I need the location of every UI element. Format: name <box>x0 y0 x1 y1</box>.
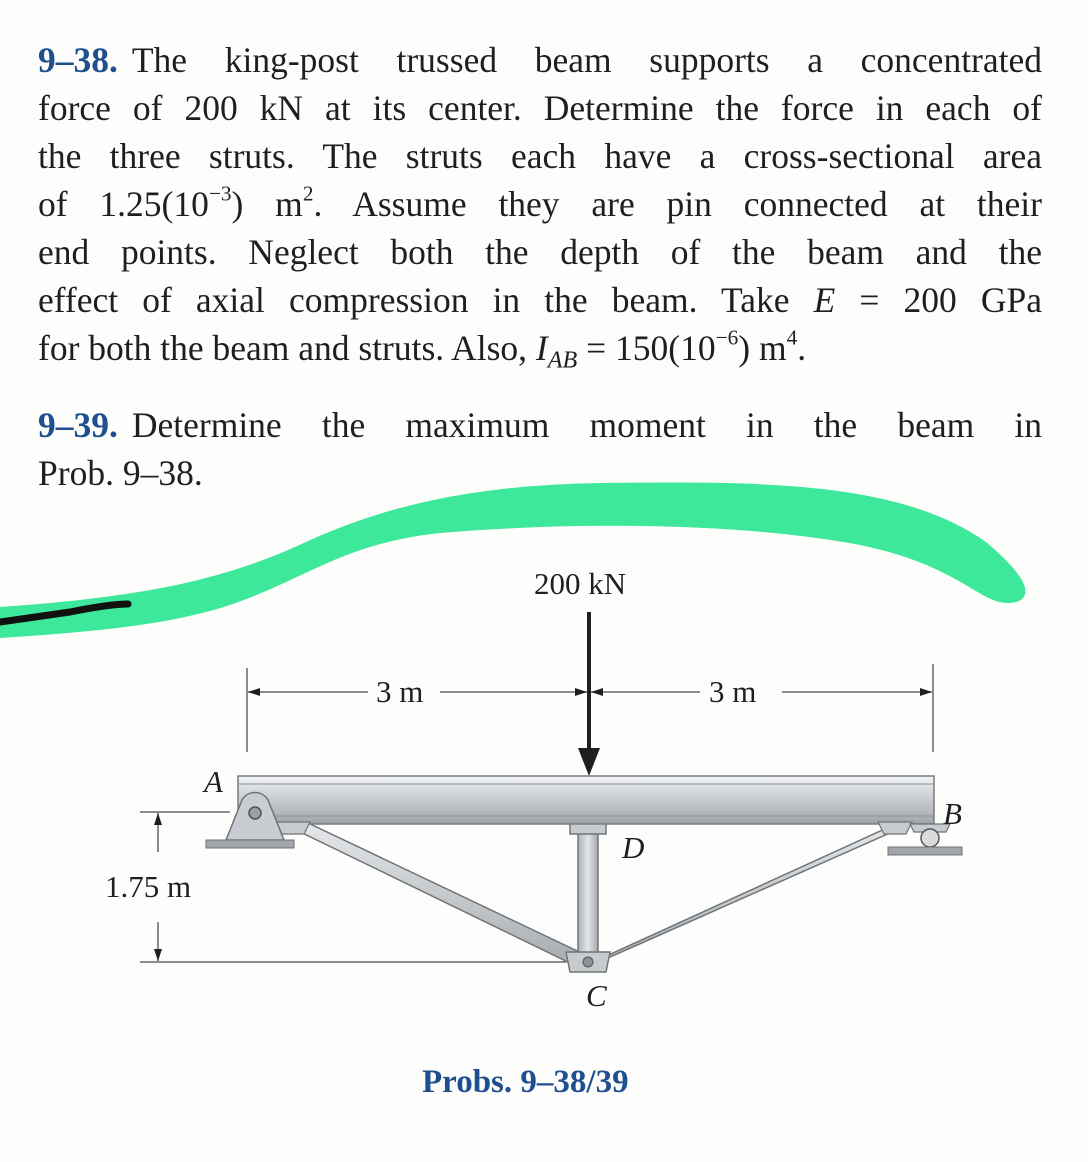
strut-right-lug <box>878 822 912 834</box>
area-unit-exponent: 2 <box>302 181 314 206</box>
label-d: D <box>622 830 645 865</box>
pin-a <box>249 807 261 819</box>
beam-ab <box>238 776 934 824</box>
p938-line-4 <box>38 180 1042 228</box>
i-period: . <box>797 328 807 368</box>
figure-caption: Probs. 9–38/39 <box>422 1064 629 1100</box>
p939-line-2: Prob. 9–38. <box>38 453 203 493</box>
text-line: for both the beam and struts. Also, <box>38 328 528 368</box>
text-line: The king-post trussed beam supports a concentrated <box>131 40 1042 80</box>
truss-figure <box>0 470 1088 1162</box>
span-left-label: 3 m <box>376 674 424 709</box>
strut-left <box>288 822 592 966</box>
i-unit-exponent: 4 <box>786 325 798 350</box>
ground-b <box>888 847 962 855</box>
area-period: . <box>313 184 323 224</box>
i-subscript <box>548 347 577 374</box>
ground-a <box>206 840 294 848</box>
i-value-suffix: ) m <box>738 328 787 368</box>
problem-9-38 <box>38 36 1042 372</box>
load-label: 200 kN <box>534 566 627 601</box>
span-right-label: 3 m <box>709 674 757 709</box>
p938-line-3: the three struts. The struts each have a cross-sectional area <box>38 136 1042 176</box>
p938-line-1 <box>38 36 1042 84</box>
problem-number: 9–38. <box>38 40 118 80</box>
text-line: effect of axial compression in the beam. Take <box>38 280 790 320</box>
area-exponent: −3 <box>208 181 232 206</box>
p938-line-5: end points. Neglect both the depth of the beam and the <box>38 232 1042 272</box>
label-a: A <box>204 764 223 799</box>
text-line: Determine the maximum moment in the beam in <box>131 405 1042 445</box>
i-value-prefix: = 150(10 <box>586 328 716 368</box>
post-cd <box>578 830 598 958</box>
p938-line-2: force of 200 kN at its center. Determine the force in each of <box>38 88 1042 128</box>
e-symbol: E <box>813 280 836 320</box>
label-c: C <box>586 978 607 1013</box>
label-b: B <box>943 796 962 831</box>
i-symbol: I <box>535 328 548 368</box>
p938-line-6 <box>38 276 1042 324</box>
i-subscript-text: AB <box>547 346 578 374</box>
height-label: 1.75 m <box>105 869 192 904</box>
i-exponent: −6 <box>715 325 739 350</box>
p939-line-1 <box>38 401 1042 449</box>
joint-c-pin <box>583 957 593 967</box>
roller-b <box>921 829 939 847</box>
problem-number: 9–39. <box>38 405 118 445</box>
p938-line-7 <box>38 324 1042 372</box>
text-line: Assume they are pin connected at their <box>352 184 1042 224</box>
load-arrow-head <box>578 748 600 776</box>
area-prefix: of 1.25(10 <box>38 184 209 224</box>
e-value: = 200 GPa <box>859 280 1042 320</box>
highlight-stroke <box>0 485 1022 635</box>
area-suffix: ) m <box>231 184 303 224</box>
